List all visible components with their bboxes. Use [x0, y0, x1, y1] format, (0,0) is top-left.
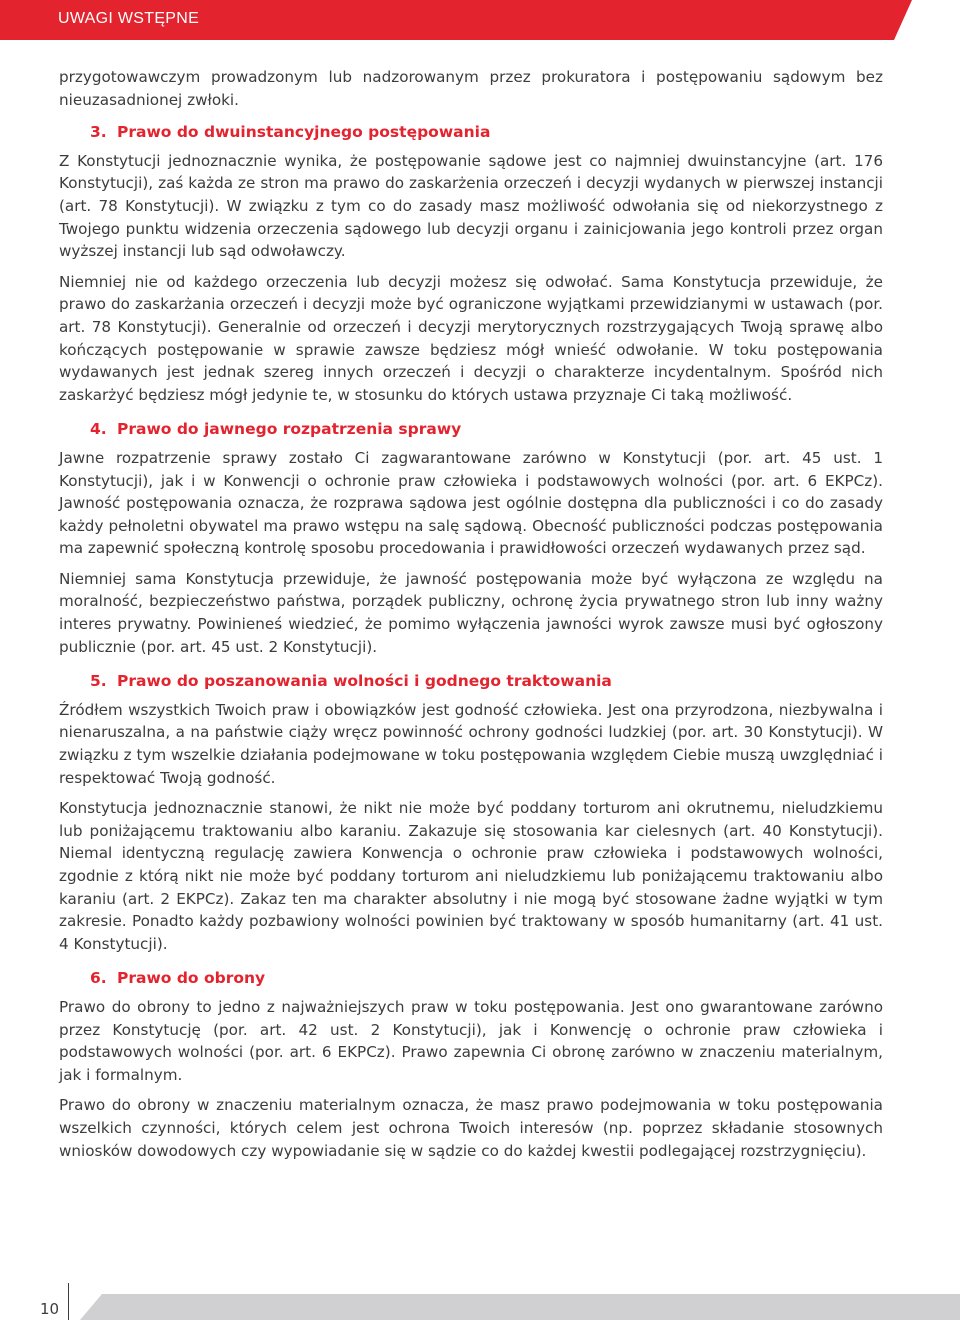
section-number: 6. [90, 969, 107, 988]
section-heading-3 [59, 121, 883, 144]
section-heading-5 [59, 670, 883, 693]
paragraph: Prawo do obrony to jedno z najważniejszych praw w toku postępowania. Jest ono gwarantowane zarówno przez Konstytucję (por. art. 42 ust. 2 Konstytucji), jak i Konwencję o ochronie praw człowieka i podstawowych wolności (por. art. 6 EKPCz). Prawo zapewnia Ci obronę zarówno w znaczeniu materialnym, jak i formalnym. [59, 997, 883, 1084]
section-heading-6 [59, 967, 883, 990]
section-number: 3. [90, 123, 107, 142]
footer-divider [68, 1283, 69, 1320]
section-header-title: UWAGI WSTĘPNE [58, 10, 200, 27]
section-title: Prawo do dwuinstancyjnego postępowania [117, 123, 491, 142]
document-body [59, 66, 883, 1170]
section-title: Prawo do jawnego rozpatrzenia sprawy [117, 420, 462, 439]
section-number: 5. [90, 672, 107, 691]
section-heading-4 [59, 418, 883, 441]
paragraph: Niemniej sama Konstytucja przewiduje, że jawność postępowania może być wyłączona ze względu na moralność, bezpieczeństwo państwa, porządek publiczny, ochronę życia prywatnego stron lub inny ważny interes prywatny. Powinieneś wiedzieć, że pomimo wyłączenia jawności wyrok zawsze musi być ogłoszony publicznie (por. art. 45 ust. 2 Konstytucji). [59, 569, 883, 656]
paragraph: Konstytucja jednoznacznie stanowi, że nikt nie może być poddany torturom ani okrutnemu, nieludzkiemu lub poniżającemu traktowaniu albo karaniu. Zakazuje się stosowania kar cielesnych (art. 40 Konstytucji). Niemal identyczną regulację zawiera Konwencja o ochronie praw człowieka i podstawowych wolności, zgodnie z którą nikt nie może być poddany torturom ani nieludzkiemu lub poniżającemu traktowaniu albo karaniu (art. 2 EKPCz). Zakaz ten ma charakter absolutny i nie mogą być stosowane żadne wyjątki w tym zakresie. Ponadto każdy pozbawiony wolności powinien być traktowany w sposób humanitarny (art. 41 ust. 4 Konstytucji). [59, 799, 883, 953]
paragraph: Jawne rozpatrzenie sprawy zostało Ci zagwarantowane zarówno w Konstytucji (por. art. 45 ust. 1 Konstytucji), jak i w Konwencji o ochronie praw człowieka i podstawowych wolności (por. art. 6 EKPCz). Jawność postępowania oznacza, że rozprawa sądowa jest ogólnie dostępna dla publiczności i co do zasady każdy pełnoletni obywatel ma prawo wstępu na salę sądową. Obecność publiczności podczas postępowania ma zapewnić społeczną kontrolę sposobu procedowania i prawidłowości orzeczeń wydawanych przez sąd. [59, 448, 883, 558]
section-title: Prawo do poszanowania wolności i godnego traktowania [117, 672, 612, 691]
paragraph: Źródłem wszystkich Twoich praw i obowiązków jest godność człowieka. Jest ona przyrodzona, niezbywalna i nienaruszalna, a na państwie ciąży wręcz powinność ochrony godności ludzkiej (por. art. 30 Konstytucji). W związku z tym wszelkie działania podejmowane w toku postępowania względem Ciebie muszą uwzględniać i respektować Twoją godność. [59, 700, 883, 787]
page-number: 10 [40, 1300, 60, 1318]
intro-paragraph: przygotowawczym prowadzonym lub nadzorowanym przez prokuratora i postępowaniu sądowym bez nieuzasadnionej zwłoki. [59, 68, 883, 109]
paragraph: Niemniej nie od każdego orzeczenia lub decyzji możesz się odwołać. Sama Konstytucja przewiduje, że prawo do zaskarżania orzeczeń i decyzji może być ograniczone wyjątkami przewidzianymi w ustawach (por. art. 78 Konstytucji). Generalnie od orzeczeń i decyzji merytorycznych rozstrzygających Twoją sprawę albo kończących postępowanie w sprawie zawsze będziesz mógł wnieść odwołanie. W toku postępowania wydawanych jest jednak szereg innych orzeczeń i decyzji o charakterze incydentalnym. Spośród nich zaskarżyć będziesz mógł jedynie te, w stosunku do których ustawa przyznaje Ci taką możliwość. [59, 272, 883, 404]
paragraph: Prawo do obrony w znaczeniu materialnym oznacza, że masz prawo podejmowania w toku postępowania wszelkich czynności, których celem jest ochrona Twoich interesów (np. poprzez składanie stosownych wniosków dowodowych czy wypowiadanie się w sądzie co do każdej kwestii podlegającej rozstrzygnięciu). [59, 1096, 883, 1160]
section-title: Prawo do obrony [117, 969, 266, 988]
footer-bar [80, 1294, 960, 1320]
section-number: 4. [90, 420, 107, 439]
paragraph: Z Konstytucji jednoznacznie wynika, że postępowanie sądowe jest co najmniej dwuinstancyjne (art. 176 Konstytucji), zaś każda ze stron ma prawo do zaskarżenia orzeczeń i decyzji wydanych w pierwszej instancji (art. 78 Konstytucji). W związku z tym co do zasady masz możliwość odwołania się od niekorzystnego z Twojego punktu widzenia orzeczenia sądowego lub decyzji organu i zainicjowania jego kontroli przez organ wyższej instancji lub sąd odwoławczy. [59, 151, 883, 261]
